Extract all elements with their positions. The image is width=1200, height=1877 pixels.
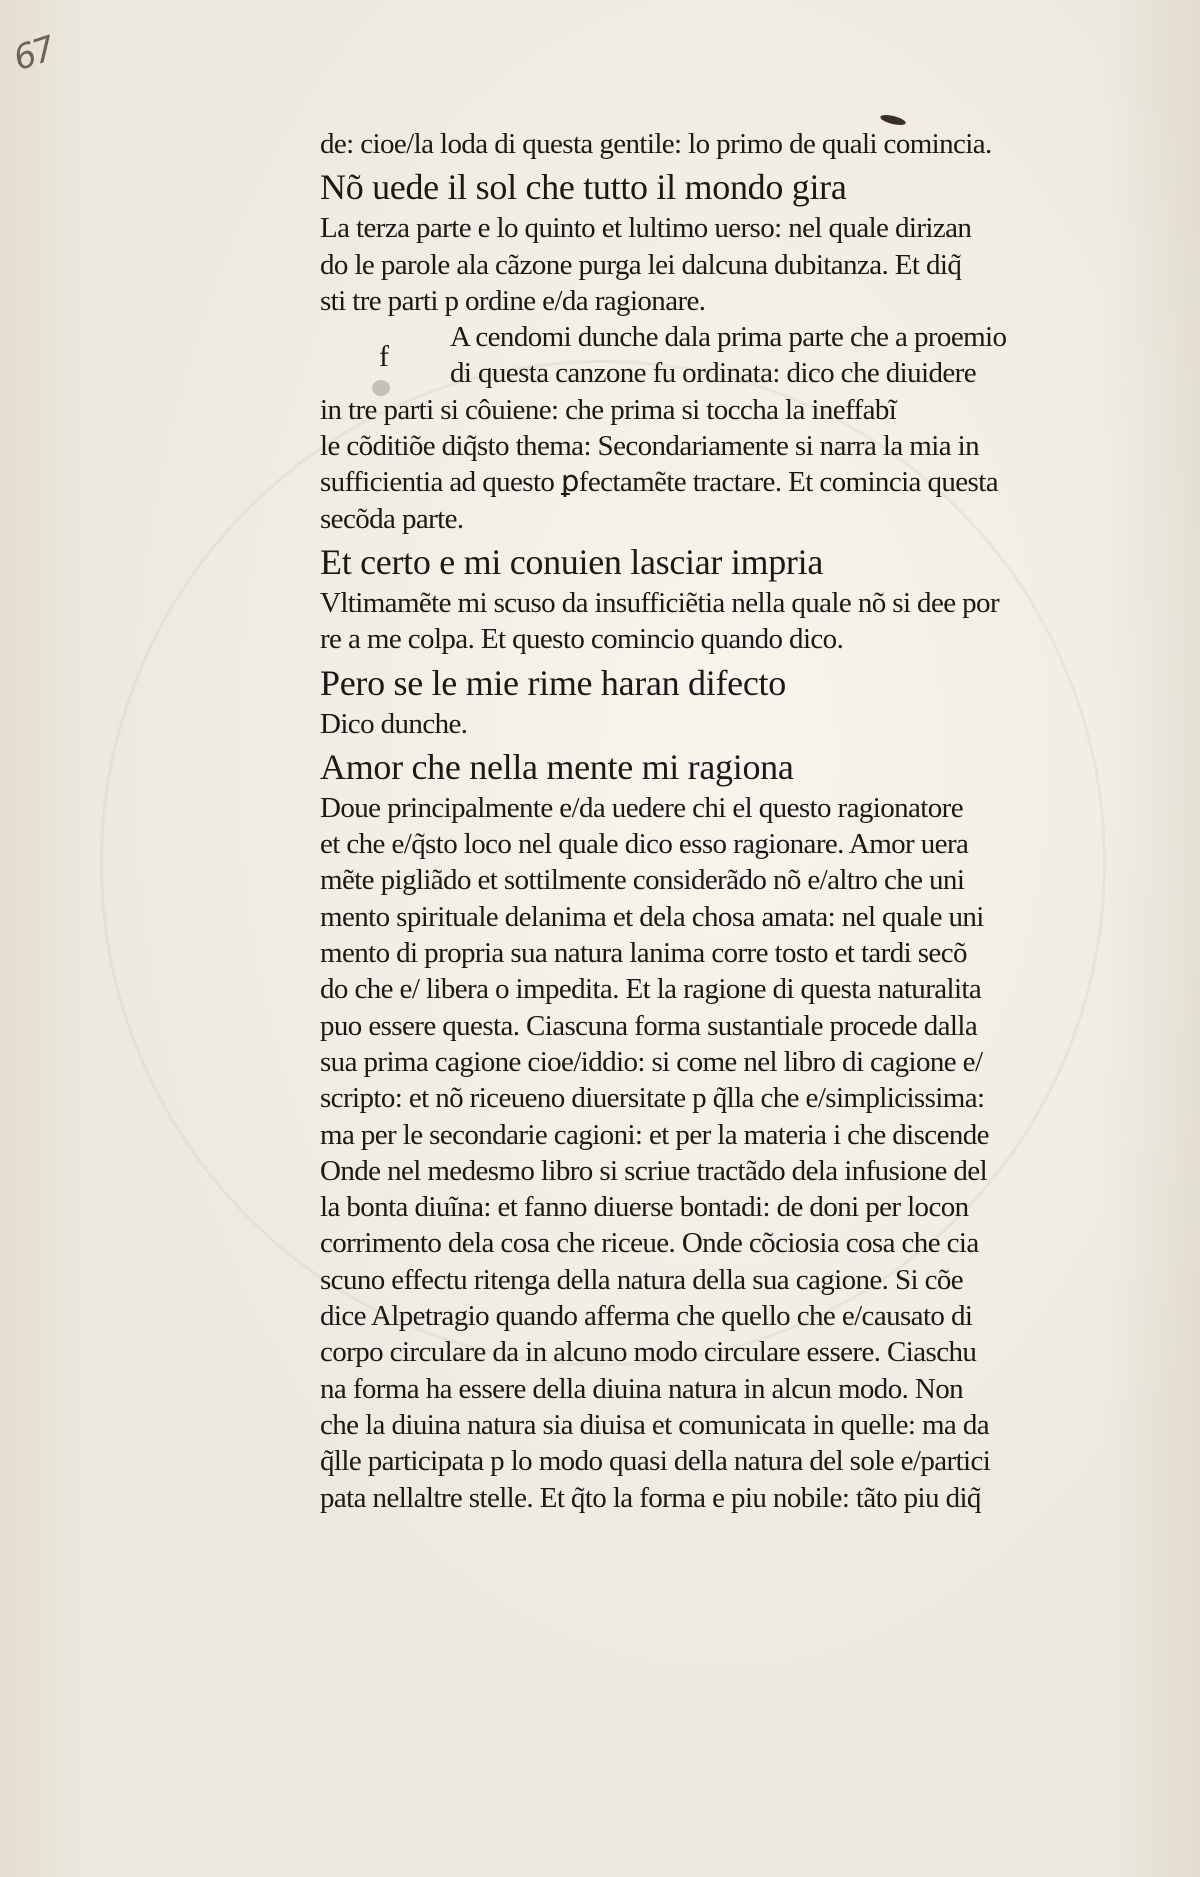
text-block <box>320 126 1100 1516</box>
folio-number: 67 <box>8 28 59 80</box>
text-line: Dico dunche. <box>320 707 468 740</box>
text-line: sufficientia ad questo ꝑfectamẽte tractare. Et comincia questa <box>320 466 998 499</box>
ink-blot <box>879 113 906 127</box>
text-line: mento di propria sua natura lanima corre tosto et tardi secõ <box>320 937 967 970</box>
text-line: Onde nel medesmo libro si scriue tractãdo dela infusione del <box>320 1154 988 1187</box>
text-line: A cendomi dunche dala prima parte che a proemio <box>450 321 1007 354</box>
text-line: mento spirituale delanima et dela chosa amata: nel quale uni <box>320 900 984 933</box>
text-line: corpo circulare da in alcuno modo circulare essere. Ciaschu <box>320 1336 977 1369</box>
text-line: mẽte pigliãdo et sottilmente considerãdo nõ e/altro che uni <box>320 864 965 897</box>
text-line: secõda parte. <box>320 502 464 535</box>
text-line: scuno effectu ritenga della natura della sua cagione. Si cõe <box>320 1263 964 1296</box>
text-line: di questa canzone fu ordinata: dico che diuidere <box>450 357 976 390</box>
text-line: sti tre parti p ordine e/da ragionare. <box>320 284 706 317</box>
verse-heading: Amor che nella mente mi ragiona <box>320 746 794 787</box>
text-line: ma per le secondarie cagioni: et per la materia i che discende <box>320 1118 989 1151</box>
text-line: dice Alpetragio quando afferma che quello che e/causato di <box>320 1300 973 1333</box>
text-line: scripto: et nõ riceueno diuersitate p q̃lla che e/simplicissima: <box>320 1082 985 1115</box>
text-line: de: cioe/la loda di questa gentile: lo primo de quali comincia. <box>320 128 992 160</box>
text-line: puo essere questa. Ciascuna forma sustantiale procede dalla <box>320 1009 978 1042</box>
text-line: do che e/ libera o impedita. Et la ragione di questa naturalita <box>320 973 982 1006</box>
text-line: le cõditiõe diq̃sto thema: Secondariamente si narra la mia in <box>320 430 979 463</box>
text-line: et che e/q̃sto loco nel quale dico esso ragionare. Amor uera <box>320 828 969 861</box>
text-line: na forma ha essere della diuina natura in alcun modo. Non <box>320 1372 964 1405</box>
text-line: che la diuina natura sia diuisa et comunicata in quelle: ma da <box>320 1408 990 1441</box>
verse-heading: Et certo e mi conuien lasciar impria <box>320 541 823 582</box>
text-line: la bonta diuĩna: et fanno diuerse bontadi: de doni per locon <box>320 1191 969 1224</box>
verse-heading: Pero se le mie rime haran difecto <box>320 662 786 703</box>
text-line: corrimento dela cosa che riceue. Onde cõciosia cosa che cia <box>320 1227 979 1260</box>
text-line: sua prima cagione cioe/iddio: si come nel libro di cagione e/ <box>320 1045 983 1078</box>
text-line: Vltimamẽte mi scuso da insufficiẽtia nella quale nõ si dee por <box>320 586 1000 619</box>
verse-heading: Nõ uede il sol che tutto il mondo gira <box>320 167 847 208</box>
text-line: re a me colpa. Et questo comincio quando dico. <box>320 623 844 656</box>
text-line: pata nellaltre stelle. Et q̃to la forma e piu nobile: tãto piu diq̃ <box>320 1481 981 1514</box>
text-line: La terza parte e lo quinto et lultimo uerso: nel quale dirizan <box>320 212 972 245</box>
text-line: do le parole ala cãzone purga lei dalcuna dubitanza. Et diq̃ <box>320 248 962 281</box>
text-line: q̃lle participata p lo modo quasi della natura del sole e/partici <box>320 1445 991 1478</box>
margin-letter: f <box>379 340 389 373</box>
text-line: in tre parti si côuiene: che prima si toccha la ineffabĩ <box>320 393 897 426</box>
text-line: Doue principalmente e/da uedere chi el questo ragionatore <box>320 791 963 824</box>
